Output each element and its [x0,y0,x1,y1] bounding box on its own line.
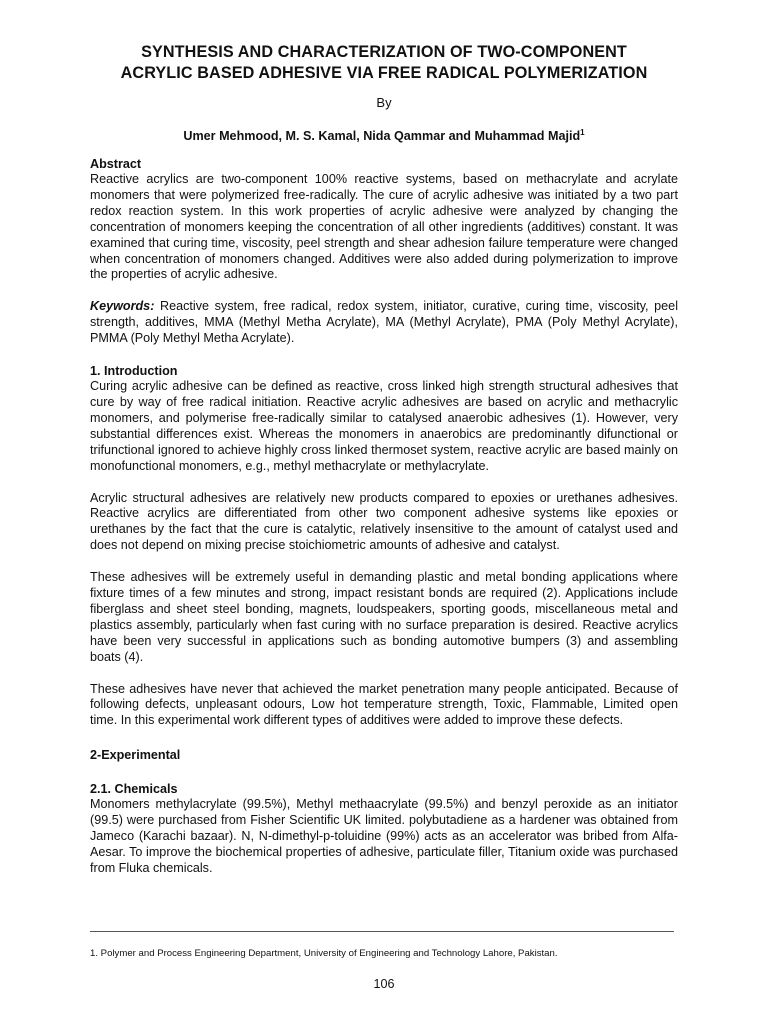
introduction-paragraph-1: Curing acrylic adhesive can be defined as reactive, cross linked high strength structural adhesives that cure by way of free radical initiation. Reactive acrylic adhesives are based on acrylic and methacrylic monomers, and polymerise free-radically similar to catalysed anaerobic adhesives (1). However, very substantial differences exist. Whereas the monomers in anaerobics are predominantly difunctional or trifunctional ignored to achieve highly cross linked thermoset system, reactive acrylic are based mainly on monofunctional monomers, e.g., methyl methacrylate or methylacrylate. [90,379,678,473]
paper-title [90,42,678,84]
chemicals-text: Monomers methylacrylate (99.5%), Methyl methaacrylate (99.5%) and benzyl peroxide as an initiator (99.5) were purchased from Fisher Scientific UK limited. polybutadiene as a hardener was obtained from Jameco (Karachi bazaar). N, N-dimethyl-p-toluidine (99%) acts as an accelerator was bribed from Alfa-Aesar. To improve the biochemical properties of adhesive, particulate filler, Titanium oxide was purchased from Fluka chemicals. [90,797,678,875]
author-list [90,125,678,144]
introduction-heading: 1. Introduction [90,364,178,379]
keywords-label: Keywords: [90,299,155,314]
footnote-divider [90,931,674,932]
experimental-heading: 2-Experimental [90,748,181,763]
keywords-paragraph [90,299,678,347]
author-names: Umer Mehmood, M. S. Kamal, Nida Qammar and Muhammad Majid [183,129,581,143]
chemicals-heading: 2.1. Chemicals [90,782,178,797]
introduction-paragraph-2: Acrylic structural adhesives are relatively new products compared to epoxies or urethanes adhesives. Reactive acrylics are differentiated from other two component adhesive systems like epoxies or urethanes by the fact that the cure is catalytic, relatively insensitive to the amount of catalyst used and does not depend on mixing precise stoichiometric amounts of adhesive and catalyst. [90,490,678,553]
author-footnote-mark: 1 [580,128,585,137]
keywords-text: Reactive system, free radical, redox system, initiator, curative, curing time, viscosity, peel strength, additives, MMA (Methyl Metha Acrylate), MA (Methyl Acrylate), PMA (Poly Methyl Acrylate), PMMA (Poly Methyl Metha Acrylate). [90,299,678,346]
title-line-2: ACRYLIC BASED ADHESIVE VIA FREE RADICAL POLYMERIZATION [120,64,648,82]
introduction-paragraph-4: These adhesives have never that achieved the market penetration many people anticipated. Because of following defects, unpleasant odours, Low hot temperature strength, Toxic, Flammable, Limited open time. In this experimental work different types of additives were added to improve these defects. [90,681,678,728]
by-line: By [376,95,392,110]
abstract-heading: Abstract [90,157,142,171]
paper-page [90,42,678,877]
page-number: 106 [373,977,395,991]
abstract-text: Reactive acrylics are two-component 100% reactive systems, based on methacrylate and acrylate monomers that were polymerized free-radically. The cure of acrylic adhesive was initiated by a two part redox reaction system. In this work properties of acrylic adhesive were analyzed by changing the concentration of monomers keeping the concentration of all other ingredients (additives) constant. It was examined that curing time, viscosity, peel strength and shear adhesion failure temperature were changed when concentration of monomers changed. Additives were also added during polymerization to improve the properties of acrylic adhesive. [90,172,678,282]
introduction-paragraph-3: These adhesives will be extremely useful in demanding plastic and metal bonding applications where fixture times of a few minutes and strong, impact resistant bonds are required (2). Applications include fiberglass and sheet steel bonding, magnets, loudspeakers, sporting goods, miscellaneous metal and plastics assembly, particularly when fast curing with no surface preparation is desired. Reactive acrylics have been very successful in applications such as bonding automotive bumpers (3) and assembling boats (4). [90,570,678,664]
title-line-1: SYNTHESIS AND CHARACTERIZATION OF TWO-COMPONENT [141,43,627,61]
affiliation-footnote: 1. Polymer and Process Engineering Department, University of Engineering and Technology Lahore, Pakistan. [90,948,558,959]
